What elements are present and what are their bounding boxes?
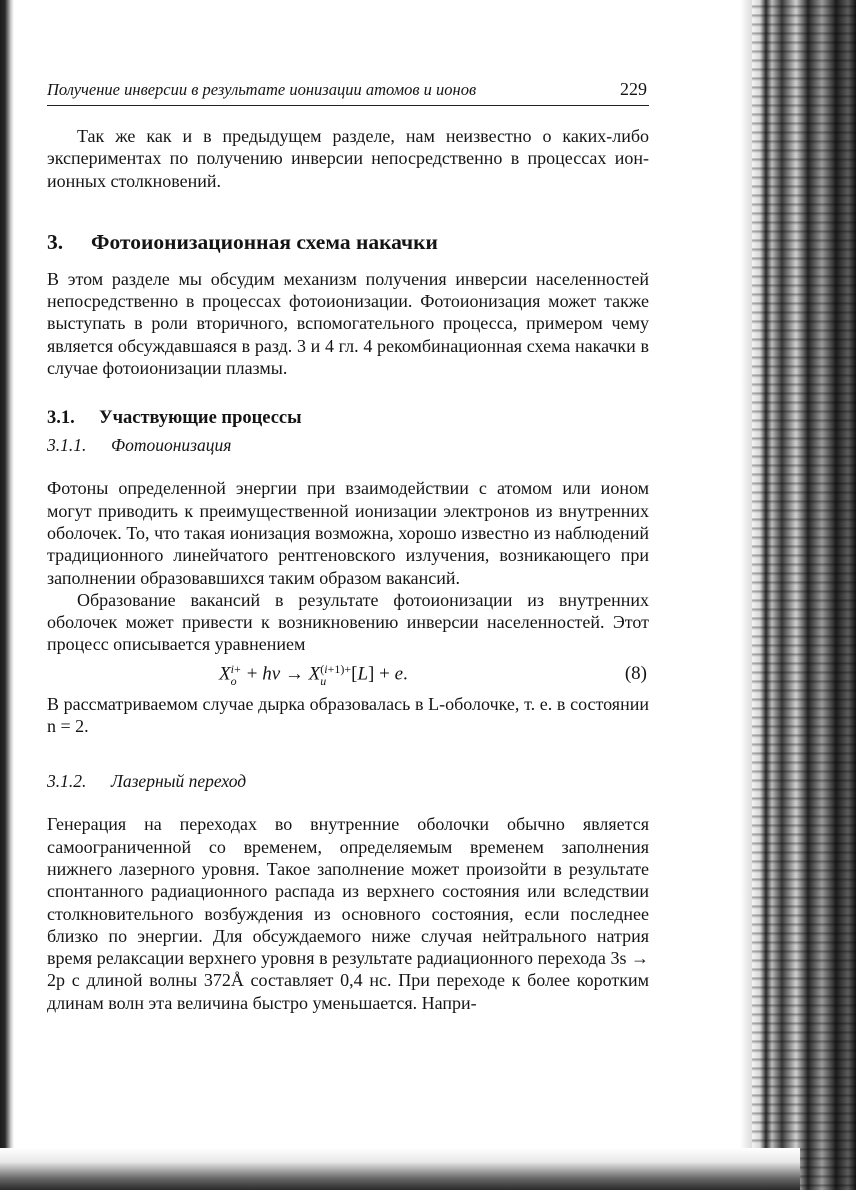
section-paragraph: В этом разделе мы обсудим механизм получения инверсии населенностей непосредственно в процессах фотоионизации. Фотоионизация может также выступать в роли вторичного, вспомогательного процесса, примером чему является обсуждавшаяся в разд. 3 и 4 гл. 4 рекомбинационная схема накачки в случае фотоионизации плазмы. — [47, 268, 649, 379]
laser-transition-paragraph: Генерация на переходах во внутренние оболочки обычно является самоограниченной со временем, определяемым временем заполнения нижнего лазерного уровня. Такое заполнение может произойти в результате спонтанного радиационного распада из верхнего состояния или вследствии столкновительного возбуждения из основного состояния, если последнее близко по энергии. Для обсуждаемого ниже случая нейтрального натрия время релаксации верхнего уровня в результате радиационного перехода 3s → 2p с длиной волны 372Å составляет 0,4 нс. При переходе к более коротким длинам волн эта величина быстро уменьшается. Напри- — [47, 814, 649, 1013]
subsubsection-number: 3.1.2. — [47, 771, 87, 792]
book-page — [47, 76, 649, 1014]
running-head — [47, 76, 649, 106]
subsection-title: Участвующие процессы — [99, 408, 302, 429]
subsection-number: 3.1. — [47, 408, 75, 429]
equation-8 — [47, 659, 649, 693]
subsection-heading — [47, 408, 649, 432]
page-bottom-shadow — [0, 1148, 800, 1190]
section-title: Фотоионизационная схема накачки — [91, 229, 438, 254]
subsubsection-title: Лазерный переход — [111, 771, 247, 792]
subsubsection-heading-photoionization — [47, 435, 649, 459]
book-page-edges — [752, 0, 856, 1190]
book-binding-shadow — [0, 0, 14, 1190]
subsubsection-title: Фотоионизация — [111, 435, 232, 456]
photoionization-paragraph-1: Фотоны определенной энергии при взаимодействии с атомом или ионом могут приводить к преимущественной ионизации электронов из внутренних оболочек. То, что такая ионизация возможна, хорошо известно из наблюдений традиционного линейчатого рентгеновского излучения, возникающего при заполнении образовавшихся таким образом вакансий. — [47, 478, 649, 588]
equation-formula: X i+ o + hν → X (i+1)+ u [L] + e. — [219, 661, 408, 688]
photoionization-paragraph-2: Образование вакансий в результате фотоионизации из внутренних оболочек может привести к возникновению инверсии населенностей. Этот процесс описывается уравнением — [47, 589, 649, 655]
section-number: 3. — [47, 229, 64, 254]
section-heading — [47, 230, 649, 258]
page-number: 229 — [620, 79, 647, 99]
subsubsection-heading-laser-transition — [47, 771, 649, 795]
subsubsection-number: 3.1.1. — [47, 435, 87, 456]
equation-number: (8) — [624, 662, 647, 684]
photoionization-paragraph-3: В рассматриваемом случае дырка образовалась в L-оболочке, т. е. в состоянии n = 2. — [47, 693, 649, 737]
running-title: Получение инверсии в результате ионизации атомов и ионов — [47, 80, 477, 99]
intro-paragraph: Так же как и в предыдущем разделе, нам неизвестно о каких-либо экспериментах по получению инверсии непосредственно в процессах ион-ионных столкновений. — [47, 126, 649, 191]
